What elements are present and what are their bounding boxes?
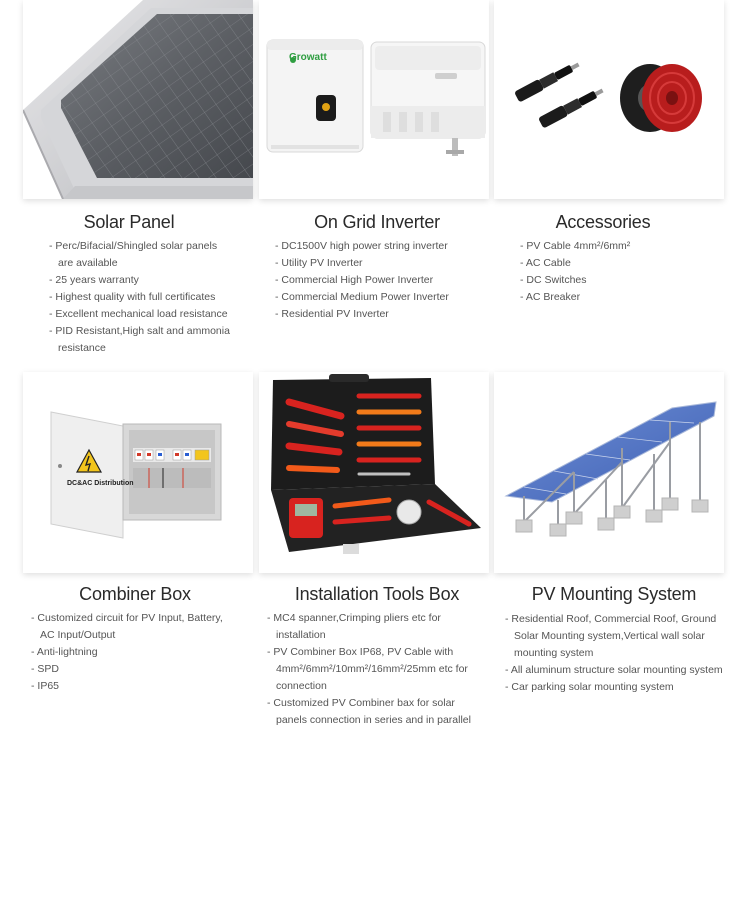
list-item: - PID Resistant,High salt and ammonia resistance <box>49 323 235 357</box>
mounting-structure-icon <box>494 372 724 573</box>
list-item: - PV Combiner Box IP68, PV Cable with 4mm²/6mm²/10mm²/16mm²/25mm etc for connection <box>267 644 487 695</box>
combiner-box-icon <box>23 372 253 573</box>
list-item: - Customized PV Combiner bax for solar panels connection in series and in parallel <box>267 695 487 729</box>
product-title: Installation Tools Box <box>294 584 460 604</box>
feature-list <box>520 238 720 306</box>
list-item: - Commercial Medium Power Inverter <box>275 289 481 306</box>
list-item: - MC4 spanner,Crimping pliers etc for installation <box>267 610 487 644</box>
list-item: - DC Switches <box>520 272 720 289</box>
solar-panel-icon <box>23 0 253 199</box>
solar-panel-image <box>23 0 253 199</box>
list-item: - IP65 <box>31 678 231 695</box>
list-item: - Residential PV Inverter <box>275 306 481 323</box>
list-item: - Customized circuit for PV Input, Battery, AC Input/Output <box>31 610 231 644</box>
list-item: - Car parking solar mounting system <box>505 679 727 696</box>
list-item: - AC Cable <box>520 255 720 272</box>
product-title: Combiner Box <box>79 584 191 604</box>
list-item: - Highest quality with full certificates <box>49 289 235 306</box>
list-item: - Commercial High Power Inverter <box>275 272 481 289</box>
inverter-icon <box>259 0 489 199</box>
list-item: - Perc/Bifacial/Shingled solar panels are available <box>49 238 235 272</box>
list-item: - DC1500V high power string inverter <box>275 238 481 255</box>
product-title: Solar Panel <box>83 212 175 232</box>
brand-label: Growatt <box>289 52 327 63</box>
list-item: - Anti-lightning <box>31 644 231 661</box>
toolbox-icon <box>259 372 489 573</box>
list-item: - PV Cable 4mm²/6mm² <box>520 238 720 255</box>
box-label: DC&AC Distribution <box>67 480 134 487</box>
list-item: - Utility PV Inverter <box>275 255 481 272</box>
connectors-and-cable-icon <box>494 0 724 199</box>
feature-list <box>49 238 235 357</box>
toolbox-image <box>259 372 489 573</box>
list-item: - Excellent mechanical load resistance <box>49 306 235 323</box>
list-item: - AC Breaker <box>520 289 720 306</box>
list-item: - SPD <box>31 661 231 678</box>
product-title: PV Mounting System <box>531 584 697 604</box>
accessories-image <box>494 0 724 199</box>
list-item: - Residential Roof, Commercial Roof, Ground Solar Mounting system,Vertical wall solar mounting system <box>505 611 727 662</box>
list-item: - 25 years warranty <box>49 272 235 289</box>
feature-list <box>31 610 231 695</box>
feature-list <box>275 238 481 323</box>
list-item: - All aluminum structure solar mounting system <box>505 662 727 679</box>
inverter-image <box>259 0 489 199</box>
mounting-system-image <box>494 372 724 573</box>
feature-list <box>267 610 487 729</box>
feature-list <box>505 611 727 696</box>
combiner-box-image <box>23 372 253 573</box>
product-title: On Grid Inverter <box>314 212 440 232</box>
product-title: Accessories <box>555 212 651 232</box>
